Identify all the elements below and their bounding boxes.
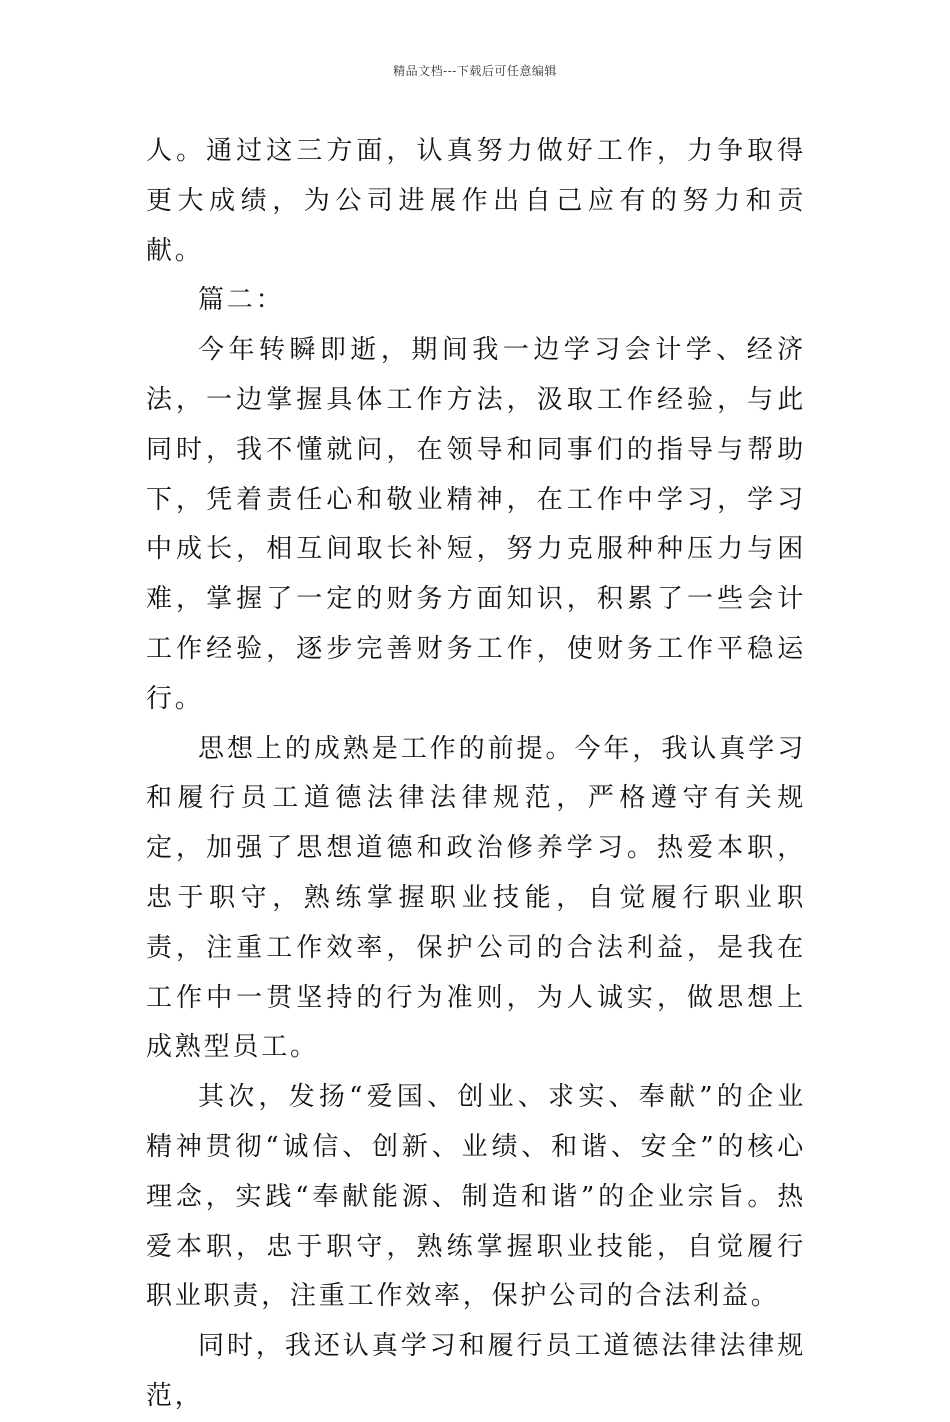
paragraph: 思想上的成熟是工作的前提。今年，我认真学习和履行员工道德法律法律规范，严格遵守有关规定，加强了思想道德和政治修养学习。热爱本职，忠于职守，熟练掌握职业技能，自觉履行职业职责，注重工作效率，保护公司的合法利益，是我在工作中一贯坚持的行为准则，为人诚实，做思想上成熟型员工。	[146, 733, 806, 1063]
page-header: 精品文档---下载后可任意编辑	[393, 64, 557, 78]
paragraph: 今年转瞬即逝，期间我一边学习会计学、经济法，一边掌握具体工作方法，汲取工作经验，与此同时，我不懂就问，在领导和同事们的指导与帮助下，凭着责任心和敬业精神，在工作中学习，学习中成长，相互间取长补短，努力克服种种压力与困难，掌握了一定的财务方面知识，积累了一些会计工作经验，逐步完善财务工作，使财务工作平稳运行。	[146, 335, 806, 714]
document-body	[146, 127, 806, 1422]
paragraph: 同时，我还认真学习和履行员工道德法律法律规范，	[146, 1331, 806, 1411]
section-heading: 篇二：	[198, 285, 285, 316]
paragraph: 其次，发扬“爱国、创业、求实、奉献”的企业精神贯彻“诚信、创新、业绩、和谐、安全”的核心理念，实践“奉献能源、制造和谐”的企业宗旨。热爱本职，忠于职守，熟练掌握职业技能，自觉履行职业职责，注重工作效率，保护公司的合法利益。	[146, 1082, 806, 1312]
paragraph-continuation: 人。通过这三方面，认真努力做好工作，力争取得更大成绩，为公司进展作出自己应有的努力和贡献。	[146, 136, 806, 266]
